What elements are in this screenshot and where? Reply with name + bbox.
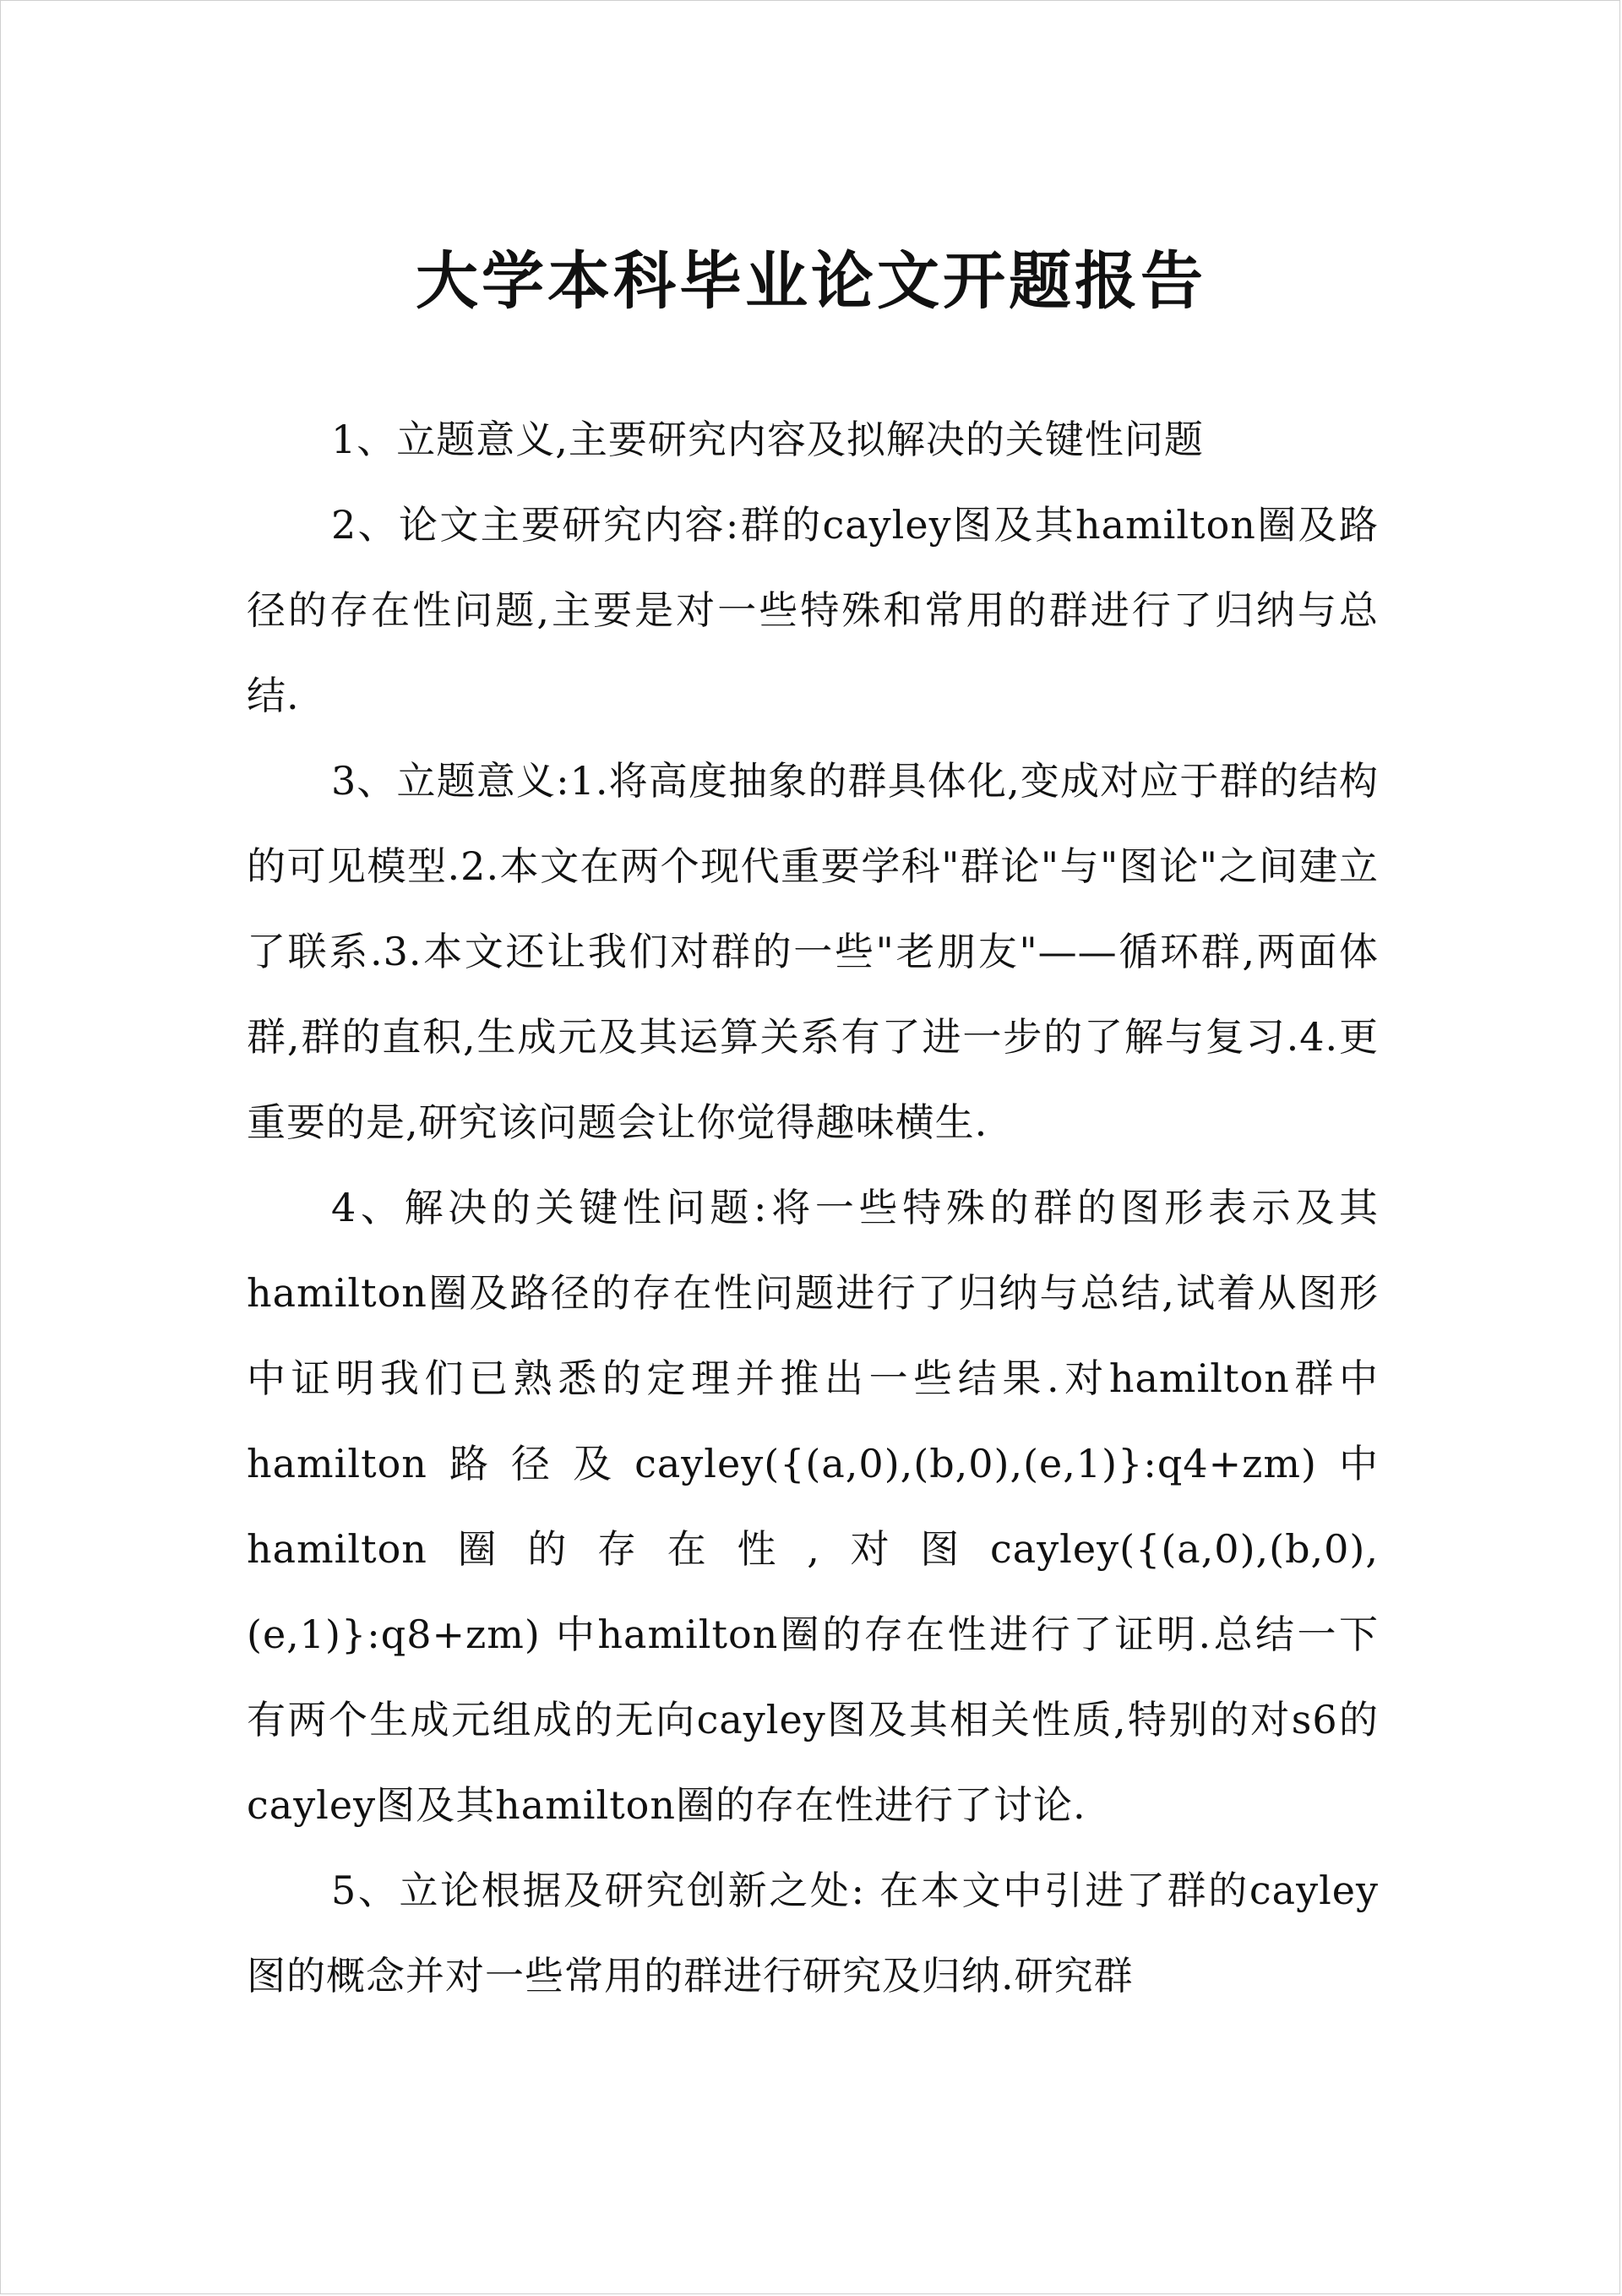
paragraph-3: 3、立题意义:1.将高度抽象的群具体化,变成对应于群的结构的可见模型.2.本文在两个现代重要学科"群论"与"图论"之间建立了联系.3.本文还让我们对群的一些"老朋友"——循环群,两面体群,群的直积,生成元及其运算关系有了进一步的了解与复习.4.更重要的是,研究该问题会让你觉得趣味横生. bbox=[247, 758, 1379, 1145]
paragraph-2: 2、论文主要研究内容:群的cayley图及其hamilton圈及路径的存在性问题,主要是对一些特殊和常用的群进行了归纳与总结. bbox=[247, 502, 1379, 718]
paragraph-5: 5、立论根据及研究创新之处: 在本文中引进了群的cayley图的概念并对一些常用的群进行研究及归纳.研究群 bbox=[247, 1868, 1379, 1999]
paragraph-4: 4、解决的关键性问题:将一些特殊的群的图形表示及其hamilton圈及路径的存在性问题进行了归纳与总结,试着从图形中证明我们已熟悉的定理并推出一些结果.对hamilton群中hamilton路径及cayley({(a,0),(b,0),(e,1)}:q4+zm)中hamilton圈的存在性,对图cayley({(a,0),(b,0),(e,1)}:q8+zm) 中hamilton圈的存在性进行了证明.总结一下有两个生成元组成的无向cayley图及其相关性质,特别的对s6的cayley图及其hamilton圈的存在性进行了讨论. bbox=[247, 1185, 1379, 1828]
page-title: 大学本科毕业论文开题报告 bbox=[416, 244, 1206, 318]
paragraph-1: 1、立题意义,主要研究内容及拟解决的关键性问题 bbox=[331, 417, 1204, 462]
document-body bbox=[247, 397, 1379, 2019]
